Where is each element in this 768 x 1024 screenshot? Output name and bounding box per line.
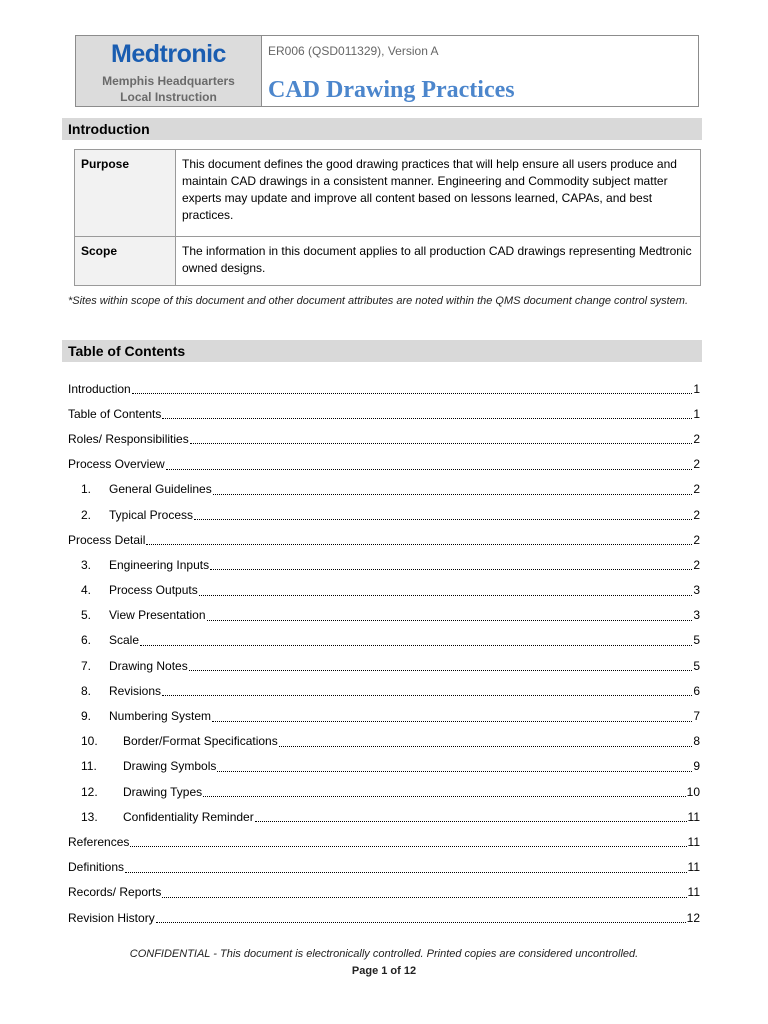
toc-leader-dots bbox=[162, 687, 692, 696]
toc-entry-number: 6. bbox=[81, 633, 92, 648]
toc-entry[interactable] bbox=[68, 502, 700, 527]
table-of-contents bbox=[68, 376, 700, 930]
purpose-text: This document defines the good drawing practices that will help ensure all users produce and maintain CAD drawings in a consistent manner. Engineering and Commodity subject matter experts may update and improve all content based on lessons learned, CAPAs, and best practices. bbox=[176, 150, 701, 237]
toc-entry-title: Table of Contents bbox=[68, 406, 162, 421]
header-title-cell bbox=[262, 36, 698, 106]
toc-leader-dots bbox=[212, 713, 692, 722]
toc-entry-page: 2 bbox=[693, 457, 700, 472]
toc-leader-dots bbox=[162, 889, 686, 898]
toc-entry-title: Revision History bbox=[68, 910, 155, 925]
toc-entry[interactable] bbox=[68, 603, 700, 628]
site-name: Memphis Headquarters bbox=[102, 74, 235, 88]
toc-entry[interactable] bbox=[68, 578, 700, 603]
confidentiality-footer: CONFIDENTIAL - This document is electronically controlled. Printed copies are considered uncontrolled. bbox=[129, 948, 639, 960]
document-type: Local Instruction bbox=[120, 90, 217, 104]
toc-entry-title: Records/ Reports bbox=[68, 885, 162, 900]
toc-entry-number: 7. bbox=[81, 658, 92, 673]
toc-entry-title: Definitions bbox=[68, 860, 125, 875]
toc-leader-dots bbox=[140, 637, 692, 646]
toc-entry-number: 13. bbox=[81, 809, 98, 824]
toc-entry-number: 4. bbox=[81, 583, 92, 598]
toc-entry-title: Confidentiality Reminder bbox=[123, 809, 254, 824]
document-title: CAD Drawing Practices bbox=[268, 77, 515, 103]
purpose-row bbox=[75, 150, 701, 237]
toc-entry[interactable] bbox=[68, 905, 700, 930]
toc-entry[interactable] bbox=[68, 779, 700, 804]
toc-entry-page: 2 bbox=[693, 431, 700, 446]
toc-entry-title: Process Detail bbox=[68, 532, 146, 547]
toc-entry-page: 2 bbox=[693, 482, 700, 497]
toc-entry-page: 11 bbox=[687, 860, 700, 875]
toc-entry-page: 3 bbox=[693, 608, 700, 623]
toc-leader-dots bbox=[146, 536, 692, 545]
toc-entry[interactable] bbox=[68, 452, 700, 477]
toc-leader-dots bbox=[194, 511, 692, 520]
toc-entry[interactable] bbox=[68, 678, 700, 703]
toc-leader-dots bbox=[132, 385, 693, 394]
document-id: ER006 (QSD011329), Version A bbox=[268, 44, 439, 58]
toc-entry-title: Drawing Symbols bbox=[123, 759, 217, 774]
header-logo-cell bbox=[76, 36, 262, 106]
toc-entry-number: 9. bbox=[81, 709, 92, 724]
toc-entry-page: 12 bbox=[686, 910, 700, 925]
toc-entry-title: Drawing Types bbox=[123, 784, 203, 799]
toc-entry-title: Border/Format Specifications bbox=[123, 734, 278, 749]
toc-entry-page: 11 bbox=[687, 885, 700, 900]
toc-entry[interactable] bbox=[68, 376, 700, 401]
toc-entry[interactable] bbox=[68, 477, 700, 502]
toc-entry-number: 5. bbox=[81, 608, 92, 623]
toc-leader-dots bbox=[125, 864, 687, 873]
toc-entry-page: 1 bbox=[693, 381, 700, 396]
toc-entry-title: Numbering System bbox=[109, 709, 212, 724]
toc-entry-page: 2 bbox=[693, 532, 700, 547]
toc-entry[interactable] bbox=[68, 401, 700, 426]
toc-leader-dots bbox=[156, 914, 686, 923]
toc-entry[interactable] bbox=[68, 880, 700, 905]
toc-entry-page: 5 bbox=[693, 633, 700, 648]
toc-entry-page: 3 bbox=[693, 583, 700, 598]
toc-entry-title: Engineering Inputs bbox=[109, 557, 210, 572]
toc-entry-number: 2. bbox=[81, 507, 92, 522]
toc-entry-number: 8. bbox=[81, 683, 92, 698]
toc-entry-page: 2 bbox=[693, 507, 700, 522]
toc-leader-dots bbox=[162, 410, 692, 419]
toc-entry-title: Typical Process bbox=[109, 507, 194, 522]
toc-leader-dots bbox=[166, 461, 693, 470]
toc-entry[interactable] bbox=[68, 729, 700, 754]
toc-entry[interactable] bbox=[68, 855, 700, 880]
toc-entry-number: 1. bbox=[81, 482, 92, 497]
toc-entry-page: 5 bbox=[693, 658, 700, 673]
toc-entry-page: 6 bbox=[693, 683, 700, 698]
toc-entry-title: Drawing Notes bbox=[109, 658, 188, 673]
toc-entry-number: 11. bbox=[81, 759, 97, 774]
toc-entry[interactable] bbox=[68, 703, 700, 728]
toc-entry-page: 7 bbox=[693, 709, 700, 724]
toc-entry-number: 3. bbox=[81, 557, 92, 572]
toc-leader-dots bbox=[207, 612, 693, 621]
toc-entry[interactable] bbox=[68, 653, 700, 678]
toc-entry[interactable] bbox=[68, 628, 700, 653]
toc-leader-dots bbox=[217, 763, 692, 772]
toc-entry-title: Revisions bbox=[109, 683, 162, 698]
toc-entry[interactable] bbox=[68, 552, 700, 577]
toc-entry-page: 10 bbox=[686, 784, 700, 799]
toc-entry-page: 8 bbox=[693, 734, 700, 749]
scope-note: *Sites within scope of this document and other document attributes are noted within the QMS document change control system. bbox=[68, 295, 689, 307]
toc-entry-page: 9 bbox=[693, 759, 700, 774]
toc-entry-title: General Guidelines bbox=[109, 482, 212, 497]
purpose-label: Purpose bbox=[75, 150, 176, 237]
document-header bbox=[75, 35, 699, 107]
medtronic-logo: Medtronic bbox=[111, 40, 226, 68]
toc-leader-dots bbox=[213, 486, 693, 495]
introduction-table bbox=[74, 149, 701, 286]
toc-entry-page: 1 bbox=[693, 406, 700, 421]
toc-entry-page: 2 bbox=[693, 557, 700, 572]
introduction-heading: Introduction bbox=[62, 118, 702, 140]
toc-entry-page: 11 bbox=[687, 834, 700, 849]
toc-entry-title: View Presentation bbox=[109, 608, 206, 623]
toc-entry[interactable] bbox=[68, 754, 700, 779]
toc-leader-dots bbox=[203, 788, 685, 797]
toc-heading: Table of Contents bbox=[62, 340, 702, 362]
page-number: Page 1 of 12 bbox=[351, 965, 417, 977]
toc-entry-number: 10. bbox=[81, 734, 98, 749]
toc-leader-dots bbox=[279, 738, 693, 747]
toc-leader-dots bbox=[255, 813, 687, 822]
toc-entry-title: Process Overview bbox=[68, 457, 165, 472]
scope-text: The information in this document applies to all production CAD drawings representing Medtronic owned designs. bbox=[176, 237, 701, 286]
toc-entry-page: 11 bbox=[687, 809, 700, 824]
toc-leader-dots bbox=[130, 838, 686, 847]
toc-entry-number: 12. bbox=[81, 784, 98, 799]
toc-entry-title: References bbox=[68, 834, 130, 849]
toc-entry[interactable] bbox=[68, 527, 700, 552]
toc-entry-title: Process Outputs bbox=[109, 583, 198, 598]
toc-leader-dots bbox=[189, 662, 693, 671]
toc-entry[interactable] bbox=[68, 426, 700, 451]
scope-label: Scope bbox=[75, 237, 176, 286]
toc-entry[interactable] bbox=[68, 829, 700, 854]
toc-entry-title: Roles/ Responsibilities bbox=[68, 431, 189, 446]
scope-row bbox=[75, 237, 701, 286]
toc-entry-title: Introduction bbox=[68, 381, 131, 396]
toc-entry[interactable] bbox=[68, 804, 700, 829]
toc-entry-title: Scale bbox=[109, 633, 140, 648]
toc-leader-dots bbox=[199, 587, 693, 596]
toc-leader-dots bbox=[190, 435, 693, 444]
toc-leader-dots bbox=[210, 561, 692, 570]
